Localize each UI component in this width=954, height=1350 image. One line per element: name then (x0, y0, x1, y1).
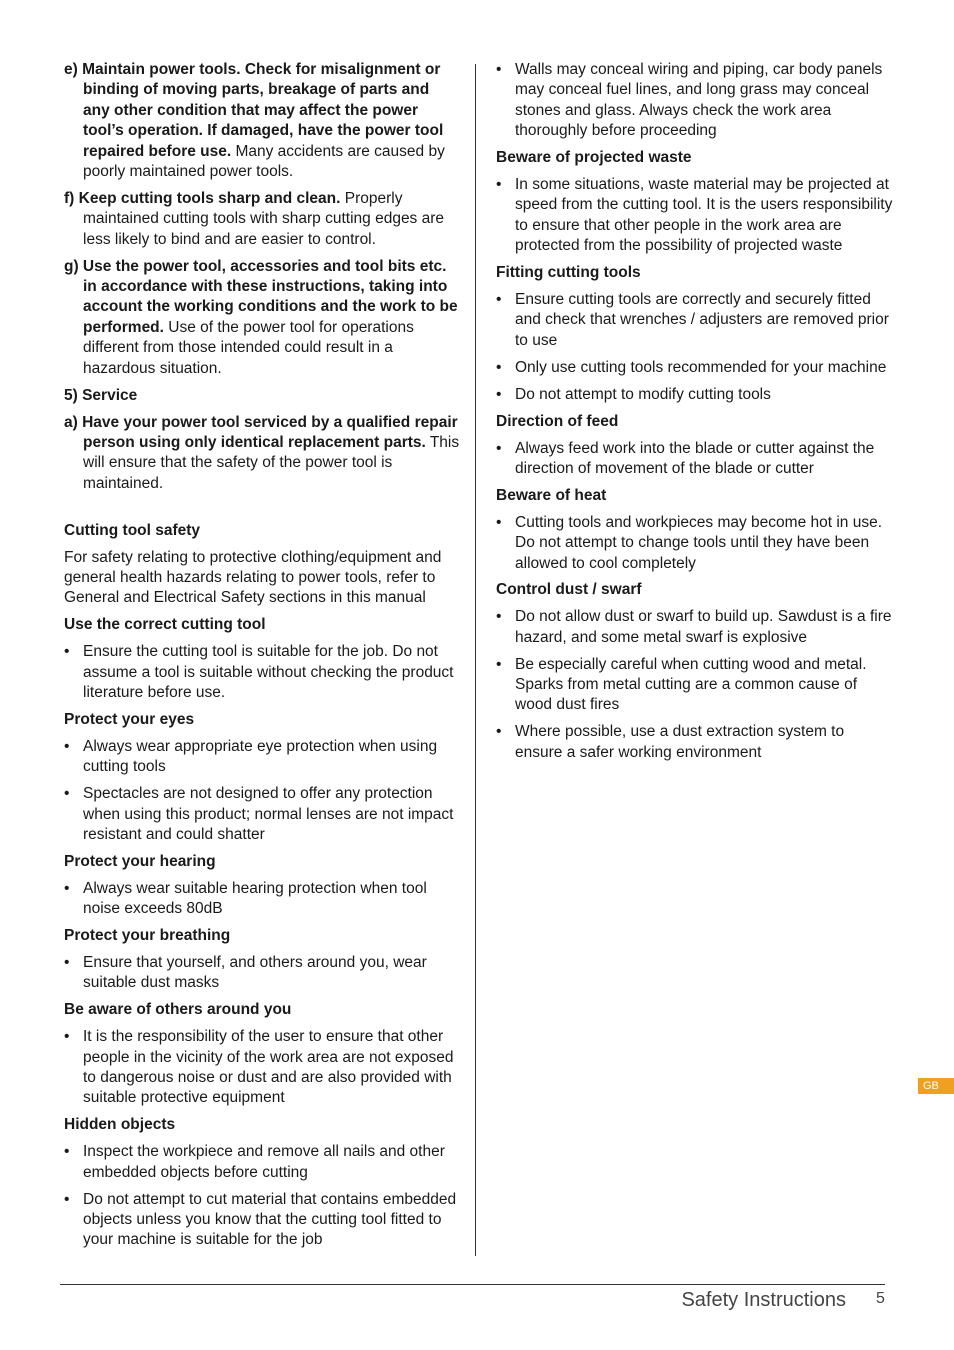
item-text: Properly maintained cutting tools with sharp cutting edges are less likely to bind and are easier to control. (83, 189, 445, 248)
bullet-dot: • (64, 1028, 70, 1046)
language-tab: GB (918, 1078, 954, 1094)
bullet-text: Ensure cutting tools are correctly and securely fitted and check that wrenches / adjusters are removed prior to use (515, 291, 889, 349)
bullet-text: Do not allow dust or swarf to build up. Sawdust is a fire hazard, and some metal swarf is explosive (515, 608, 892, 646)
bullet-item (64, 953, 460, 994)
item-text: This will ensure that the safety of the power tool is maintained. (83, 433, 460, 492)
bullet-dot: • (496, 655, 502, 673)
section-heading: Beware of heat (496, 486, 607, 504)
bullet-text: Always wear appropriate eye protection when using cutting tools (83, 737, 438, 776)
section-heading: Control dust / swarf (496, 581, 642, 599)
bullet-dot: • (496, 61, 502, 78)
bullet-dot: • (64, 737, 70, 755)
item-bold-text: f) Keep cutting tools sharp and clean. (64, 189, 341, 207)
bullet-item (496, 175, 894, 257)
bullet-text: Only use cutting tools recommended for your machine (515, 358, 887, 376)
bullet-dot: • (496, 358, 502, 376)
bullet-text: Always feed work into the blade or cutter against the direction of movement of the blade or cutter (515, 439, 875, 477)
section-spacer (64, 501, 460, 521)
section-heading: Protect your breathing (64, 927, 231, 945)
section-heading: Protect your eyes (64, 710, 195, 728)
bullet-item (496, 655, 894, 716)
bullet-dot: • (496, 608, 502, 626)
cutting-tool-safety-heading: Cutting tool safety (64, 521, 201, 539)
item-text: Use of the power tool for operations different from those intended could result in a hazardous situation. (83, 318, 414, 377)
bullet-item (64, 1190, 460, 1251)
page-number: 5 (876, 1290, 885, 1307)
bullet-item (64, 784, 460, 845)
right-column (496, 60, 894, 770)
bullet-item (496, 385, 894, 405)
column-divider (475, 64, 476, 1256)
item-text: Many accidents are caused by poorly maintained power tools. (83, 142, 445, 181)
bullet-text: Do not attempt to modify cutting tools (515, 385, 771, 403)
bullet-text: Walls may conceal wiring and piping, car body panels may conceal fuel lines, and long grass may conceal stones and glass. Always check the work area thoroughly before proceeding (515, 61, 883, 140)
left-sections (64, 615, 460, 1250)
section-heading: Direction of feed (496, 412, 619, 430)
bullet-item (496, 290, 894, 351)
bullet-dot: • (64, 1143, 70, 1161)
bullet-dot: • (496, 513, 502, 531)
bullet-item (496, 513, 894, 574)
section-heading: Protect your hearing (64, 852, 216, 870)
bullet-dot: • (64, 953, 70, 971)
right-sections (496, 148, 894, 763)
bullet-item (64, 1142, 460, 1183)
bullet-item (496, 607, 894, 648)
bullet-dot: • (64, 879, 70, 897)
bullet-text: In some situations, waste material may be projected at speed from the cutting tool. It is the users responsibility to ensure that other people in the work area are protected from the possibility of projected waste (515, 176, 893, 255)
item-bold-text: e) Maintain power tools. Check for misalignment or binding of moving parts, breakage of parts and any other condition that may affect the power tool’s operation. If damaged, have the power tool repaired before use. (64, 61, 444, 160)
bullet-item (64, 1027, 460, 1109)
footer-rule (60, 1284, 885, 1285)
bullet-dot: • (496, 291, 502, 309)
bullet-item (64, 642, 460, 703)
bullet-item (64, 879, 460, 920)
section-heading: Be aware of others around you (64, 1001, 292, 1019)
bullet-dot: • (496, 176, 502, 194)
section-heading: Beware of projected waste (496, 149, 692, 167)
bullet-item (496, 60, 894, 142)
bullet-item (64, 737, 460, 778)
bullet-text: Always wear suitable hearing protection when tool noise exceeds 80dB (83, 879, 427, 918)
bullet-text: Where possible, use a dust extraction system to ensure a safer working environment (515, 723, 845, 761)
bullet-text: Inspect the workpiece and remove all nails and other embedded objects before cutting (83, 1143, 445, 1181)
safety-item (64, 60, 460, 182)
bullet-dot: • (64, 643, 70, 661)
bullet-item (496, 439, 894, 480)
bullet-text: Be especially careful when cutting wood and metal. Sparks from metal cutting are a common cause of wood dust fires (515, 655, 867, 714)
bullet-dot: • (64, 1190, 70, 1208)
section-heading: Hidden objects (64, 1116, 176, 1134)
bullet-dot: • (496, 439, 502, 457)
service-item (64, 413, 460, 495)
bullet-item (496, 358, 894, 378)
cutting-tool-safety-intro: For safety relating to protective clothing/equipment and general health hazards relating to power tools, refer to General and Electrical Safety sections in this manual (64, 548, 442, 607)
footer-title: Safety Instructions (681, 1289, 846, 1311)
bullet-text: Spectacles are not designed to offer any protection when using this product; normal lenses are not impact resistant and could shatter (83, 785, 454, 843)
safety-item (64, 189, 460, 250)
bullet-dot: • (496, 385, 502, 403)
bullet-item (496, 722, 894, 763)
item-bold-text: a) Have your power tool serviced by a qualified repair person using only identical replacement parts. (64, 413, 458, 451)
bullet-text: Do not attempt to cut material that contains embedded objects unless you know that the cutting tool fitted to your machine is suitable for the job (83, 1190, 457, 1249)
service-heading: 5) Service (64, 386, 138, 404)
bullet-text: Ensure that yourself, and others around you, wear suitable dust masks (83, 953, 427, 992)
general-safety-list (64, 60, 460, 379)
section-heading: Use the correct cutting tool (64, 616, 266, 634)
section-heading: Fitting cutting tools (496, 264, 641, 282)
safety-item (64, 257, 460, 379)
item-bold-text: g) Use the power tool, accessories and tool bits etc. in accordance with these instructions, taking into account the working conditions and the work to be performed. (64, 257, 458, 336)
bullet-dot: • (496, 723, 502, 741)
bullet-text: Ensure the cutting tool is suitable for the job. Do not assume a tool is suitable without checking the product literature before use. (83, 643, 454, 701)
service-list (64, 413, 460, 495)
bullet-text: It is the responsibility of the user to ensure that other people in the vicinity of the work area are not exposed to dangerous noise or dust and are also provided with suitable protective equipment (83, 1028, 454, 1107)
bullet-text: Cutting tools and workpieces may become hot in use. Do not attempt to change tools until they have been allowed to cool completely (515, 513, 883, 572)
bullet-dot: • (64, 785, 70, 803)
left-column (64, 60, 460, 1257)
